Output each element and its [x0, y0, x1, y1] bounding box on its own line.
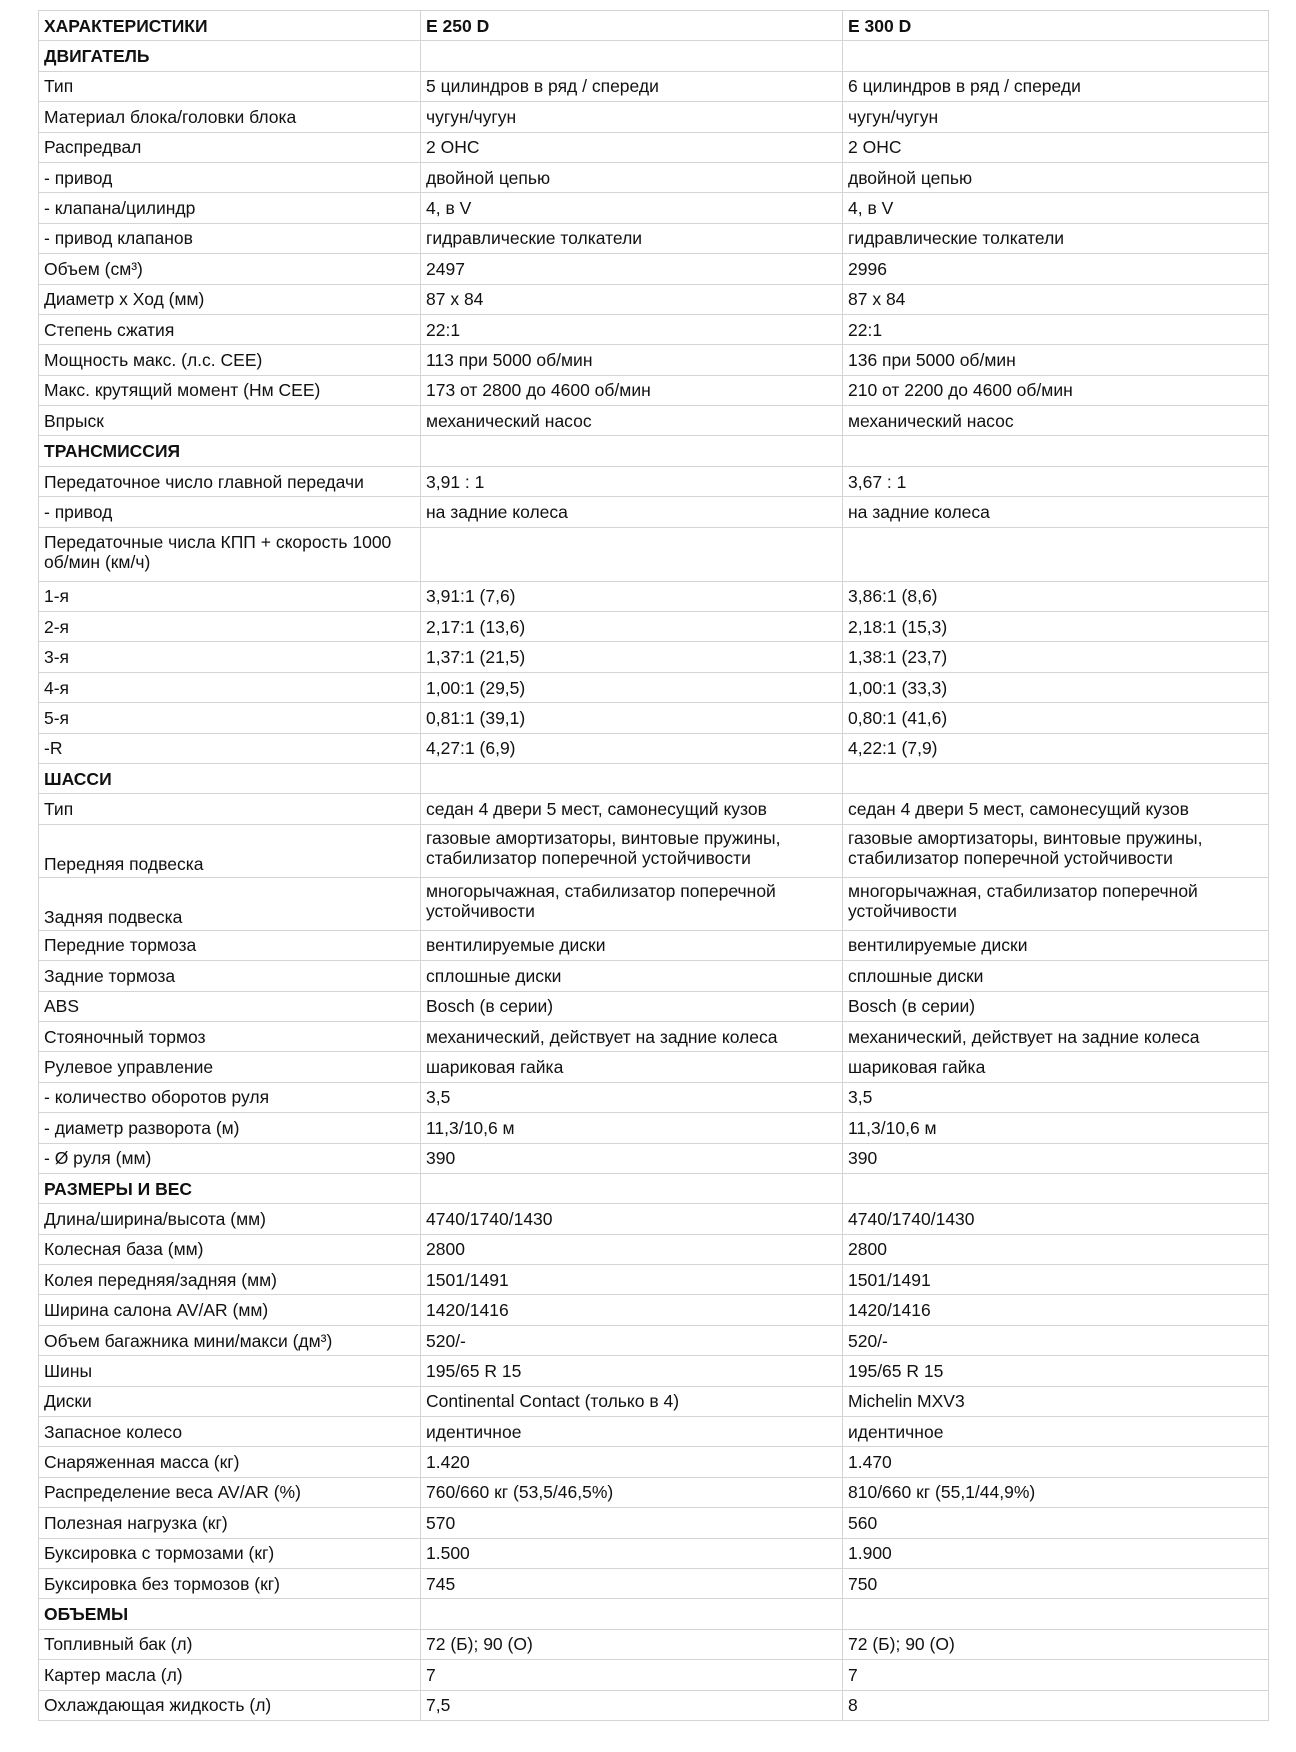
table-row: [39, 406, 1269, 436]
table-row: [39, 930, 1269, 960]
e250d-value-cell: чугун/чугун: [421, 102, 843, 132]
spec-label-cell: Впрыск: [39, 406, 421, 436]
e300d-value-cell: 3,67 : 1: [843, 466, 1269, 496]
e250d-value-cell: на задние колеса: [421, 497, 843, 527]
e250d-value-cell: [421, 41, 843, 71]
e250d-value-cell: 3,5: [421, 1082, 843, 1112]
e300d-value-cell: вентилируемые диски: [843, 930, 1269, 960]
e250d-value-cell: 4,27:1 (6,9): [421, 733, 843, 763]
e250d-value-cell: механический, действует на задние колеса: [421, 1021, 843, 1051]
spec-label-cell: 5-я: [39, 703, 421, 733]
table-row: [39, 345, 1269, 375]
e250d-value-cell: 173 от 2800 до 4600 об/мин: [421, 375, 843, 405]
e250d-value-cell: сплошные диски: [421, 961, 843, 991]
table-row: [39, 991, 1269, 1021]
e250d-value-cell: вентилируемые диски: [421, 930, 843, 960]
table-row: [39, 1052, 1269, 1082]
e250d-value-cell: [421, 1173, 843, 1203]
spec-label-cell: Передняя подвеска: [39, 824, 421, 877]
spec-sheet: [38, 10, 1268, 1721]
e300d-value-cell: идентичное: [843, 1417, 1269, 1447]
e300d-value-cell: двойной цепью: [843, 162, 1269, 192]
e250d-value-cell: идентичное: [421, 1417, 843, 1447]
e300d-value-cell: 210 от 2200 до 4600 об/мин: [843, 375, 1269, 405]
spec-label-cell: Передние тормоза: [39, 930, 421, 960]
e250d-value-cell: гидравлические толкатели: [421, 223, 843, 253]
e250d-value-cell: 4740/1740/1430: [421, 1204, 843, 1234]
e300d-value-cell: механический, действует на задние колеса: [843, 1021, 1269, 1051]
header-e300d: E 300 D: [843, 11, 1269, 41]
e250d-value-cell: 3,91 : 1: [421, 466, 843, 496]
table-row: [39, 1386, 1269, 1416]
table-row: [39, 497, 1269, 527]
table-row: [39, 314, 1269, 344]
table-row: [39, 1690, 1269, 1720]
e250d-value-cell: [421, 436, 843, 466]
e250d-value-cell: [421, 763, 843, 793]
e300d-value-cell: [843, 1599, 1269, 1629]
table-row: [39, 1113, 1269, 1143]
e250d-value-cell: 760/660 кг (53,5/46,5%): [421, 1477, 843, 1507]
e250d-value-cell: 570: [421, 1508, 843, 1538]
e250d-value-cell: 2 OHC: [421, 132, 843, 162]
spec-label-cell: Буксировка с тормозами (кг): [39, 1538, 421, 1568]
e250d-value-cell: 7,5: [421, 1690, 843, 1720]
e300d-value-cell: многорычажная, стабилизатор поперечной устойчивости: [843, 877, 1269, 930]
table-row: [39, 162, 1269, 192]
e300d-value-cell: 2,18:1 (15,3): [843, 612, 1269, 642]
section-title: ОБЪЕМЫ: [39, 1599, 421, 1629]
e300d-value-cell: 4740/1740/1430: [843, 1204, 1269, 1234]
spec-label-cell: Топливный бак (л): [39, 1629, 421, 1659]
section-title: ДВИГАТЕЛЬ: [39, 41, 421, 71]
spec-label-cell: Диски: [39, 1386, 421, 1416]
spec-label-cell: Колесная база (мм): [39, 1234, 421, 1264]
spec-label-cell: Рулевое управление: [39, 1052, 421, 1082]
spec-label-cell: Тип: [39, 71, 421, 101]
spec-label-cell: Объем багажника мини/макси (дм³): [39, 1325, 421, 1355]
e250d-value-cell: 195/65 R 15: [421, 1356, 843, 1386]
spec-label-cell: Распредвал: [39, 132, 421, 162]
spec-label-cell: Картер масла (л): [39, 1660, 421, 1690]
e300d-value-cell: [843, 436, 1269, 466]
table-row: [39, 254, 1269, 284]
e250d-value-cell: 1.420: [421, 1447, 843, 1477]
e250d-value-cell: 1.500: [421, 1538, 843, 1568]
e250d-value-cell: Bosch (в серии): [421, 991, 843, 1021]
spec-label-cell: 4-я: [39, 672, 421, 702]
e250d-value-cell: 72 (Б); 90 (О): [421, 1629, 843, 1659]
spec-label-cell: - диаметр разворота (м): [39, 1113, 421, 1143]
spec-label-cell: Задние тормоза: [39, 961, 421, 991]
spec-label-cell: 2-я: [39, 612, 421, 642]
table-row: [39, 1356, 1269, 1386]
spec-label-cell: Задняя подвеска: [39, 877, 421, 930]
table-row: [39, 1538, 1269, 1568]
e300d-value-cell: [843, 1173, 1269, 1203]
section-header-row: [39, 1599, 1269, 1629]
e300d-value-cell: 810/660 кг (55,1/44,9%): [843, 1477, 1269, 1507]
e300d-value-cell: [843, 763, 1269, 793]
e300d-value-cell: 22:1: [843, 314, 1269, 344]
e300d-value-cell: 2996: [843, 254, 1269, 284]
spec-label-cell: ABS: [39, 991, 421, 1021]
e300d-value-cell: шариковая гайка: [843, 1052, 1269, 1082]
table-header-row: [39, 11, 1269, 41]
table-row: [39, 1660, 1269, 1690]
table-row: [39, 1477, 1269, 1507]
e300d-value-cell: механический насос: [843, 406, 1269, 436]
spec-label-cell: Длина/ширина/высота (мм): [39, 1204, 421, 1234]
e300d-value-cell: 390: [843, 1143, 1269, 1173]
e250d-value-cell: 7: [421, 1660, 843, 1690]
table-row: [39, 1082, 1269, 1112]
table-row: [39, 132, 1269, 162]
e300d-value-cell: 0,80:1 (41,6): [843, 703, 1269, 733]
table-row: [39, 102, 1269, 132]
e250d-value-cell: 4, в V: [421, 193, 843, 223]
e250d-value-cell: 1,00:1 (29,5): [421, 672, 843, 702]
e250d-value-cell: 390: [421, 1143, 843, 1173]
table-row: [39, 284, 1269, 314]
table-row: [39, 1021, 1269, 1051]
table-row: [39, 733, 1269, 763]
e300d-value-cell: 6 цилиндров в ряд / спереди: [843, 71, 1269, 101]
e300d-value-cell: 136 при 5000 об/мин: [843, 345, 1269, 375]
e300d-value-cell: 750: [843, 1568, 1269, 1598]
spec-label-cell: Степень сжатия: [39, 314, 421, 344]
e250d-value-cell: 1,37:1 (21,5): [421, 642, 843, 672]
specifications-table: [38, 10, 1269, 1721]
e250d-value-cell: шариковая гайка: [421, 1052, 843, 1082]
e250d-value-cell: газовые амортизаторы, винтовые пружины, стабилизатор поперечной устойчивости: [421, 824, 843, 877]
table-row: [39, 877, 1269, 930]
table-row: [39, 581, 1269, 611]
table-row: [39, 466, 1269, 496]
e250d-value-cell: 3,91:1 (7,6): [421, 581, 843, 611]
e300d-value-cell: 1,00:1 (33,3): [843, 672, 1269, 702]
e250d-value-cell: 745: [421, 1568, 843, 1598]
spec-label-cell: Материал блока/головки блока: [39, 102, 421, 132]
table-row: [39, 1265, 1269, 1295]
header-e250d: E 250 D: [421, 11, 843, 41]
spec-label-cell: Диаметр х Ход (мм): [39, 284, 421, 314]
e300d-value-cell: [843, 41, 1269, 71]
spec-label-cell: Распределение веса AV/AR (%): [39, 1477, 421, 1507]
table-row: [39, 527, 1269, 581]
table-row: [39, 1143, 1269, 1173]
e300d-value-cell: на задние колеса: [843, 497, 1269, 527]
e300d-value-cell: 2800: [843, 1234, 1269, 1264]
e250d-value-cell: многорычажная, стабилизатор поперечной устойчивости: [421, 877, 843, 930]
section-header-row: [39, 1173, 1269, 1203]
spec-label-cell: 3-я: [39, 642, 421, 672]
e250d-value-cell: [421, 527, 843, 581]
e250d-value-cell: 22:1: [421, 314, 843, 344]
header-characteristics: ХАРАКТЕРИСТИКИ: [39, 11, 421, 41]
e300d-value-cell: 3,86:1 (8,6): [843, 581, 1269, 611]
e250d-value-cell: 5 цилиндров в ряд / спереди: [421, 71, 843, 101]
e250d-value-cell: седан 4 двери 5 мест, самонесущий кузов: [421, 794, 843, 824]
table-row: [39, 1295, 1269, 1325]
e300d-value-cell: гидравлические толкатели: [843, 223, 1269, 253]
e300d-value-cell: 72 (Б); 90 (О): [843, 1629, 1269, 1659]
table-row: [39, 1568, 1269, 1598]
table-row: [39, 612, 1269, 642]
spec-label-cell: Полезная нагрузка (кг): [39, 1508, 421, 1538]
e300d-value-cell: Bosch (в серии): [843, 991, 1269, 1021]
spec-label-cell: - привод: [39, 162, 421, 192]
spec-label-cell: Охлаждающая жидкость (л): [39, 1690, 421, 1720]
table-row: [39, 1417, 1269, 1447]
e300d-value-cell: седан 4 двери 5 мест, самонесущий кузов: [843, 794, 1269, 824]
section-header-row: [39, 436, 1269, 466]
e300d-value-cell: 195/65 R 15: [843, 1356, 1269, 1386]
e300d-value-cell: 1,38:1 (23,7): [843, 642, 1269, 672]
spec-label-cell: -R: [39, 733, 421, 763]
spec-label-cell: Шины: [39, 1356, 421, 1386]
spec-label-cell: Колея передняя/задняя (мм): [39, 1265, 421, 1295]
e300d-value-cell: газовые амортизаторы, винтовые пружины, стабилизатор поперечной устойчивости: [843, 824, 1269, 877]
e300d-value-cell: 1420/1416: [843, 1295, 1269, 1325]
spec-label-cell: 1-я: [39, 581, 421, 611]
spec-label-cell: Запасное колесо: [39, 1417, 421, 1447]
table-row: [39, 672, 1269, 702]
e300d-value-cell: 2 OHC: [843, 132, 1269, 162]
e250d-value-cell: механический насос: [421, 406, 843, 436]
e300d-value-cell: 4, в V: [843, 193, 1269, 223]
spec-label-cell: Передаточное число главной передачи: [39, 466, 421, 496]
spec-label-cell: - количество оборотов руля: [39, 1082, 421, 1112]
e300d-value-cell: 3,5: [843, 1082, 1269, 1112]
e250d-value-cell: 11,3/10,6 м: [421, 1113, 843, 1143]
table-row: [39, 961, 1269, 991]
e300d-value-cell: 1.470: [843, 1447, 1269, 1477]
e250d-value-cell: Continental Contact (только в 4): [421, 1386, 843, 1416]
e250d-value-cell: 2800: [421, 1234, 843, 1264]
table-row: [39, 71, 1269, 101]
e300d-value-cell: 7: [843, 1660, 1269, 1690]
e250d-value-cell: 87 x 84: [421, 284, 843, 314]
table-row: [39, 1629, 1269, 1659]
e300d-value-cell: Michelin MXV3: [843, 1386, 1269, 1416]
spec-label-cell: Ширина салона AV/AR (мм): [39, 1295, 421, 1325]
e300d-value-cell: 560: [843, 1508, 1269, 1538]
spec-label-cell: Объем (см³): [39, 254, 421, 284]
e300d-value-cell: 11,3/10,6 м: [843, 1113, 1269, 1143]
e250d-value-cell: [421, 1599, 843, 1629]
section-title: ТРАНСМИССИЯ: [39, 436, 421, 466]
section-header-row: [39, 763, 1269, 793]
e300d-value-cell: 520/-: [843, 1325, 1269, 1355]
e250d-value-cell: 2,17:1 (13,6): [421, 612, 843, 642]
e300d-value-cell: 87 x 84: [843, 284, 1269, 314]
table-row: [39, 375, 1269, 405]
spec-label-cell: - клапана/цилиндр: [39, 193, 421, 223]
e250d-value-cell: 0,81:1 (39,1): [421, 703, 843, 733]
section-header-row: [39, 41, 1269, 71]
table-row: [39, 1447, 1269, 1477]
e300d-value-cell: 4,22:1 (7,9): [843, 733, 1269, 763]
spec-label-cell: Снаряженная масса (кг): [39, 1447, 421, 1477]
specifications-table-body: [39, 11, 1269, 1721]
e250d-value-cell: 1420/1416: [421, 1295, 843, 1325]
table-row: [39, 1508, 1269, 1538]
spec-label-cell: Буксировка без тормозов (кг): [39, 1568, 421, 1598]
spec-label-cell: - Ø руля (мм): [39, 1143, 421, 1173]
spec-label-cell: Тип: [39, 794, 421, 824]
e300d-value-cell: 1.900: [843, 1538, 1269, 1568]
section-title: РАЗМЕРЫ И ВЕС: [39, 1173, 421, 1203]
e300d-value-cell: 8: [843, 1690, 1269, 1720]
e250d-value-cell: 1501/1491: [421, 1265, 843, 1295]
table-row: [39, 703, 1269, 733]
e250d-value-cell: 113 при 5000 об/мин: [421, 345, 843, 375]
spec-label-cell: - привод клапанов: [39, 223, 421, 253]
table-row: [39, 824, 1269, 877]
spec-label-cell: Передаточные числа КПП + скорость 1000 об/мин (км/ч): [39, 527, 421, 581]
spec-label-cell: Стояночный тормоз: [39, 1021, 421, 1051]
section-title: ШАССИ: [39, 763, 421, 793]
spec-label-cell: Мощность макс. (л.с. CEE): [39, 345, 421, 375]
spec-label-cell: - привод: [39, 497, 421, 527]
e250d-value-cell: 2497: [421, 254, 843, 284]
spec-label-cell: Макс. крутящий момент (Нм CEE): [39, 375, 421, 405]
e300d-value-cell: [843, 527, 1269, 581]
table-row: [39, 642, 1269, 672]
table-row: [39, 794, 1269, 824]
e250d-value-cell: 520/-: [421, 1325, 843, 1355]
e300d-value-cell: чугун/чугун: [843, 102, 1269, 132]
table-row: [39, 1234, 1269, 1264]
e300d-value-cell: 1501/1491: [843, 1265, 1269, 1295]
table-row: [39, 223, 1269, 253]
table-row: [39, 1204, 1269, 1234]
e250d-value-cell: двойной цепью: [421, 162, 843, 192]
table-row: [39, 1325, 1269, 1355]
e300d-value-cell: сплошные диски: [843, 961, 1269, 991]
table-row: [39, 193, 1269, 223]
